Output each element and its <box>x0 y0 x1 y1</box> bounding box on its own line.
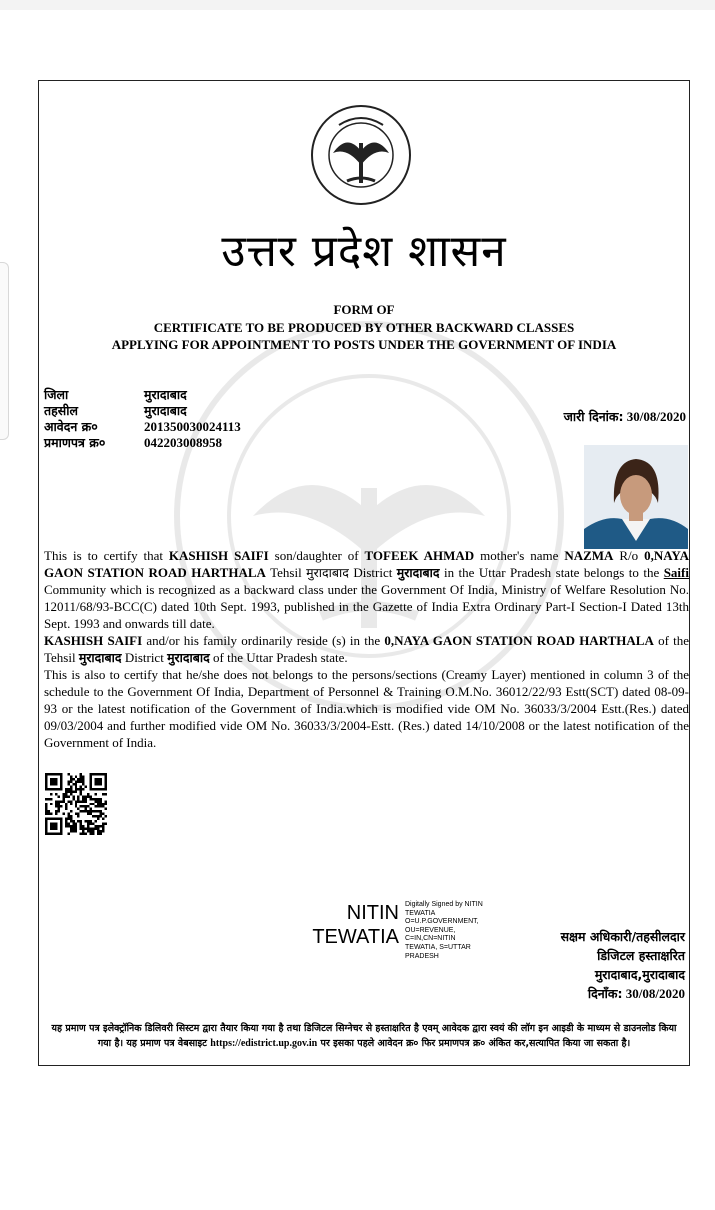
tehsil-value: मुरादाबाद <box>144 403 187 418</box>
footer-text: यह प्रमाण पत्र इलेक्ट्रॉनिक डिलिवरी सिस्टम द्वारा तैयार किया गया है तथा डिजिटल सिग्नेचर से हस्ताक्षरित है एवम् आवेदक द्वारा स्वयं की लॉग इन आइडी के माध्यम से डाउनलोड किया गया है। यह प्रमाण पत्र वेबसाइट <box>51 1023 677 1049</box>
status-bar <box>0 0 715 10</box>
certificate-details <box>44 387 241 451</box>
applicant-name: KASHISH SAIFI <box>168 548 269 563</box>
body-text: of the Uttar Pradesh state. <box>209 650 348 665</box>
signature-line: OU=REVENUE, <box>405 926 456 934</box>
signature-details <box>405 901 515 961</box>
authority-title: सक्षम अधिकारी/तहसीलदार <box>560 929 685 944</box>
signature-line: PRADESH <box>405 952 439 960</box>
mother-name: NAZMA <box>564 548 614 563</box>
certificate-document <box>38 80 690 1066</box>
body-text: and/or his family ordinarily reside (s) in the <box>142 633 385 648</box>
signer-name <box>312 901 399 949</box>
district-name: मुरादाबाद <box>167 650 210 665</box>
edge-panel-handle[interactable] <box>0 262 9 440</box>
applicant-photo <box>584 445 688 549</box>
signature-line: Digitally Signed by NITIN <box>405 901 483 908</box>
signature-line: O=U.P.GOVERNMENT, <box>405 918 479 926</box>
application-number-row <box>44 419 241 435</box>
signer-first-name: NITIN <box>346 902 399 924</box>
certificate-paragraph <box>44 547 689 632</box>
signer-last-name: TEWATIA <box>312 926 399 948</box>
applicant-name: KASHISH SAIFI <box>44 633 143 648</box>
body-text: in the Uttar Pradesh state belongs to the <box>439 565 664 580</box>
authority-location: मुरादाबाद,मुरादाबाद <box>594 967 685 982</box>
issuing-authority <box>507 927 685 1003</box>
tehsil-row <box>44 403 241 419</box>
application-number-value: 201350030024113 <box>144 419 241 434</box>
authority-date <box>507 984 685 1003</box>
body-text: Community which is recognized as a backward class under the Government Of India, Ministry of Welfare Resolution No. 12011/68/93-BCC(C) dated 10th Sept. 1993, published in the Gazette of India Extra Ordinary Part-I Section-I Dated 13th Sept. 1993 and onwards till date. <box>44 582 689 631</box>
form-heading-line: FORM OF <box>333 302 395 317</box>
body-text: son/daughter of <box>268 548 365 563</box>
district-value: मुरादाबाद <box>144 387 187 402</box>
form-heading-line: APPLYING FOR APPOINTMENT TO POSTS UNDER THE GOVERNMENT OF INDIA <box>111 337 617 352</box>
body-text: District <box>121 650 168 665</box>
form-heading <box>39 301 689 354</box>
authority-date-value: 30/08/2020 <box>625 986 685 1001</box>
body-text: Tehsil <box>265 565 307 580</box>
address: 0,NAYA GAON STATION ROAD HARTHALA <box>44 548 689 580</box>
up-government-emblem <box>309 103 413 207</box>
verification-note <box>45 1021 683 1051</box>
issue-date <box>564 408 686 425</box>
signature-line: TEWATIA <box>405 909 436 917</box>
body-text: R/o <box>613 548 645 563</box>
address: 0,NAYA GAON STATION ROAD HARTHALA <box>384 633 654 648</box>
application-number-label: आवेदन क्र० <box>44 419 98 434</box>
certificate-number-row <box>44 435 241 451</box>
body-text: of the Tehsil <box>44 633 689 665</box>
father-name: TOFEEK AHMAD <box>364 548 475 563</box>
district-label: जिला <box>44 387 69 402</box>
certificate-number-label: प्रमाणपत्र क्र० <box>44 435 106 450</box>
issue-date-value: 30/08/2020 <box>626 409 686 424</box>
body-text: This is to certify that <box>44 548 169 563</box>
certificate-body <box>44 547 689 751</box>
tehsil-label: तहसील <box>44 403 78 418</box>
tehsil-name: मुरादाबाद <box>306 565 349 580</box>
certificate-paragraph <box>44 632 689 666</box>
tehsil-name: मुरादाबाद <box>78 650 122 665</box>
certificate-number-value: 042203008958 <box>144 435 222 450</box>
form-heading-line: CERTIFICATE TO BE PRODUCED BY OTHER BACKWARD CLASSES <box>153 319 575 335</box>
creamy-layer-paragraph: This is also to certify that he/she does not belongs to the persons/sections (Creamy Layer) mentioned in column 3 of the schedule to the Government Of India, Department of Personnel & Training O.M.No. 36012/22/93 Estt(SCT) dated 08-09-93 or the latest notification of the Government of India.which is modified vide OM No. 36033/3/2004 Estt.(Res.) dated 09/03/2004 and further modified vide OM No. 36033/3/2004-Estt. (Res.) dated 14/10/2008 or the latest notification of the Government of India. <box>44 667 689 750</box>
signature-line: TEWATIA, S=UTTAR <box>405 943 471 951</box>
district-name: मुरादाबाद <box>396 565 440 580</box>
authority-date-label: दिनाँक: <box>587 986 623 1001</box>
issue-date-label: जारी दिनांक: <box>563 409 624 424</box>
digital-signature <box>309 899 509 979</box>
signature-line: C=IN,CN=NITIN <box>405 935 456 943</box>
government-title: उत्तर प्रदेश शासन <box>221 226 507 277</box>
qr-code[interactable] <box>45 773 107 835</box>
verification-link[interactable]: https://edistrict.up.gov.in <box>210 1038 318 1049</box>
authority-signed-note: डिजिटल हस्ताक्षरित <box>597 948 685 963</box>
body-text: District <box>348 565 397 580</box>
district-row <box>44 387 241 403</box>
body-text: mother's name <box>474 548 565 563</box>
community-name: Saifi <box>663 565 689 580</box>
footer-text: पर इसका पहले आवेदन क्र० फिर प्रमाणपत्र क्र० अंकित कर,सत्यापित किया जा सकता है। <box>317 1038 631 1049</box>
